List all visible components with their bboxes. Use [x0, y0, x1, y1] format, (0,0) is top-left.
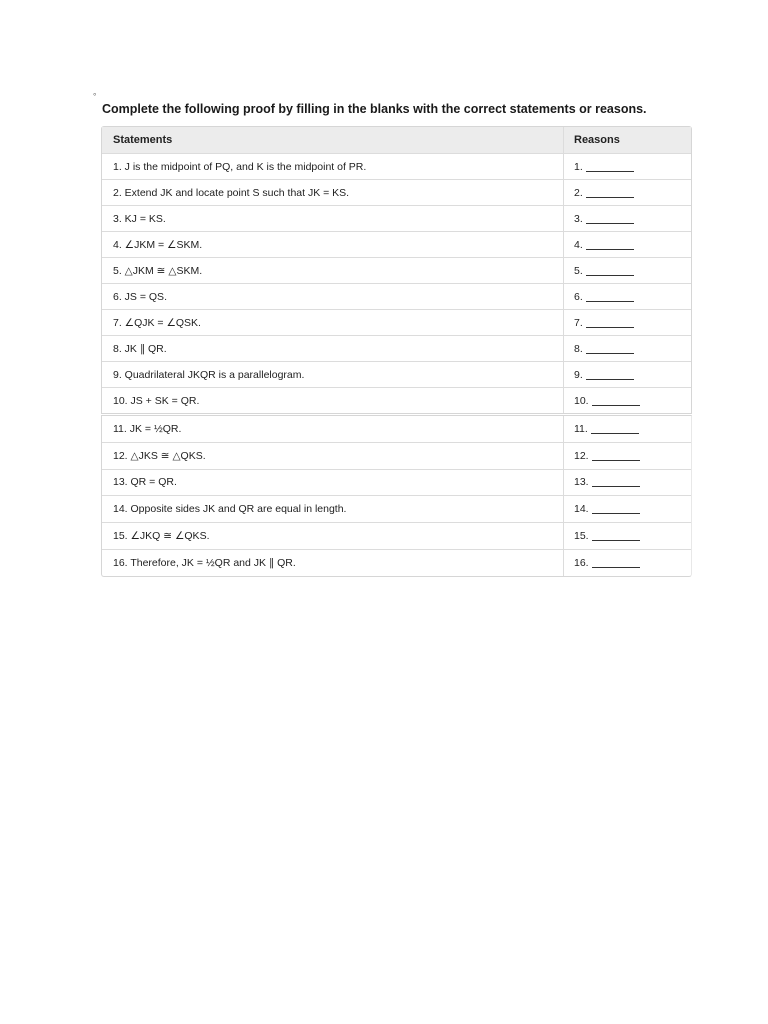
table-row: [102, 206, 691, 232]
table-row: [102, 284, 691, 310]
header-reasons: Reasons: [574, 134, 620, 146]
reason-number: 16.: [574, 556, 589, 569]
stray-mark: ﾟ: [93, 93, 99, 105]
reason-cell[interactable]: [564, 336, 691, 361]
reason-number: 11.: [574, 422, 588, 435]
reason-blank[interactable]: [592, 531, 640, 541]
reason-blank[interactable]: [586, 292, 634, 302]
table-row: [102, 362, 691, 388]
reason-cell[interactable]: [564, 550, 691, 576]
reason-blank[interactable]: [591, 424, 639, 434]
instruction-text: Complete the following proof by filling in the blanks with the correct statements or reasons.: [102, 102, 647, 116]
reason-number: 6.: [574, 290, 583, 303]
reason-number: 10.: [574, 394, 589, 407]
statement-cell: 5. △JKM ≅ △SKM.: [102, 258, 564, 283]
reason-cell[interactable]: [564, 523, 691, 549]
reason-blank[interactable]: [586, 188, 634, 198]
statement-cell: 15. ∠JKQ ≅ ∠QKS.: [102, 523, 564, 549]
table-row: [102, 523, 691, 550]
table-row: [102, 310, 691, 336]
reason-number: 13.: [574, 476, 589, 489]
table-row: [102, 258, 691, 284]
statement-cell: 9. Quadrilateral JKQR is a parallelogram.: [102, 362, 564, 387]
reason-blank[interactable]: [586, 344, 634, 354]
statement-cell: 3. KJ = KS.: [102, 206, 564, 231]
reason-blank[interactable]: [586, 162, 634, 172]
reason-blank[interactable]: [586, 318, 634, 328]
statement-cell: 16. Therefore, JK = ½QR and JK ∥ QR.: [102, 550, 564, 576]
reason-number: 1.: [574, 160, 583, 173]
table-row: [102, 232, 691, 258]
reason-blank[interactable]: [592, 451, 640, 461]
reason-number: 15.: [574, 530, 589, 543]
table-row: [102, 388, 691, 413]
reason-number: 7.: [574, 316, 583, 329]
table-row: [102, 416, 691, 443]
reason-blank[interactable]: [586, 266, 634, 276]
reason-number: 9.: [574, 368, 583, 381]
statement-cell: 6. JS = QS.: [102, 284, 564, 309]
table-row: [102, 496, 691, 523]
reason-blank[interactable]: [586, 370, 634, 380]
reason-blank[interactable]: [586, 214, 634, 224]
table-row: [102, 180, 691, 206]
statement-cell: 11. JK = ½QR.: [102, 416, 564, 442]
reason-cell[interactable]: [564, 206, 691, 231]
reason-cell[interactable]: [564, 388, 691, 413]
reason-cell[interactable]: [564, 232, 691, 257]
proof-table-continued: [101, 415, 692, 577]
table-row: [102, 470, 691, 497]
reason-cell[interactable]: [564, 470, 691, 496]
reason-blank[interactable]: [592, 477, 640, 487]
statement-cell: 12. △JKS ≅ △QKS.: [102, 443, 564, 469]
reason-cell[interactable]: [564, 416, 691, 442]
reason-cell[interactable]: [564, 180, 691, 205]
statement-cell: 13. QR = QR.: [102, 470, 564, 496]
statement-cell: 2. Extend JK and locate point S such that JK = KS.: [102, 180, 564, 205]
header-statements: Statements: [102, 127, 564, 153]
reason-cell[interactable]: [564, 443, 691, 469]
table-row: [102, 336, 691, 362]
statement-cell: 8. JK ∥ QR.: [102, 336, 564, 361]
statement-cell: 7. ∠QJK = ∠QSK.: [102, 310, 564, 335]
reason-number: 2.: [574, 186, 583, 199]
proof-table: [101, 126, 692, 414]
reason-number: 14.: [574, 503, 589, 516]
reason-number: 3.: [574, 212, 583, 225]
reason-blank[interactable]: [592, 558, 640, 568]
statement-cell: 4. ∠JKM = ∠SKM.: [102, 232, 564, 257]
table-row: [102, 154, 691, 180]
reason-cell[interactable]: [564, 496, 691, 522]
reason-number: 4.: [574, 238, 583, 251]
reason-blank[interactable]: [592, 396, 640, 406]
reason-number: 5.: [574, 264, 583, 277]
reason-cell[interactable]: [564, 258, 691, 283]
reason-cell[interactable]: [564, 310, 691, 335]
statement-cell: 1. J is the midpoint of PQ, and K is the midpoint of PR.: [102, 154, 564, 179]
reason-blank[interactable]: [586, 240, 634, 250]
table-row: [102, 550, 691, 576]
statement-cell: 14. Opposite sides JK and QR are equal in length.: [102, 496, 564, 522]
reason-number: 12.: [574, 449, 589, 462]
reason-cell[interactable]: [564, 284, 691, 309]
reason-number: 8.: [574, 342, 583, 355]
reason-cell[interactable]: [564, 154, 691, 179]
statement-cell: 10. JS + SK = QR.: [102, 388, 564, 413]
table-row: [102, 443, 691, 470]
reason-blank[interactable]: [592, 504, 640, 514]
reason-cell[interactable]: [564, 362, 691, 387]
table-header: [102, 127, 691, 154]
